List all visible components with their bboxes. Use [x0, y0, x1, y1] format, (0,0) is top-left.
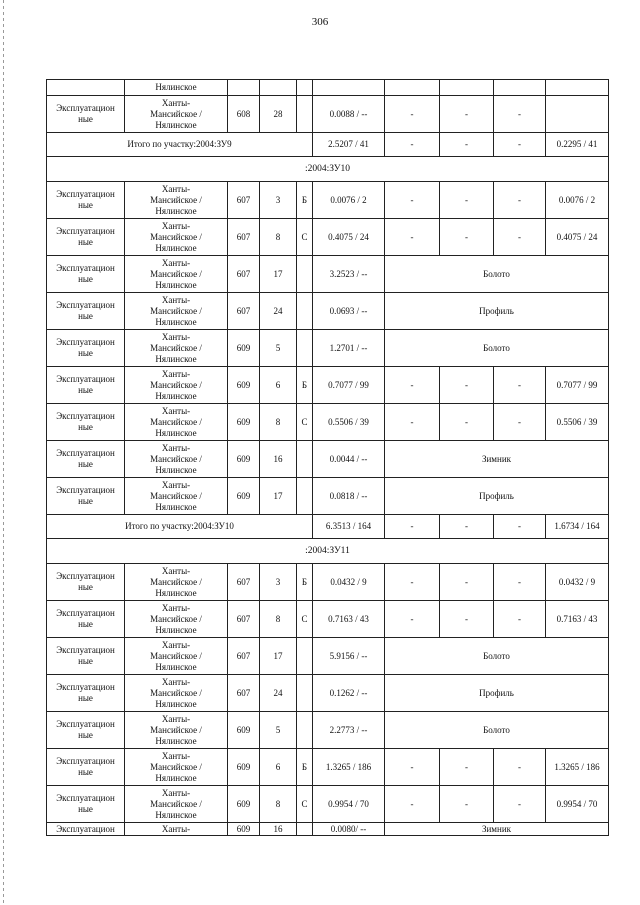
cell-note: Болото	[385, 256, 609, 293]
cell-c2: -	[440, 749, 494, 786]
section-label: :2004:ЗУ10	[47, 157, 609, 182]
cell-last: 0.4075 / 24	[546, 219, 609, 256]
cell-n2: 5	[260, 330, 297, 367]
cell-c2: -	[440, 786, 494, 823]
cell-n2: 17	[260, 638, 297, 675]
table-row	[47, 80, 609, 96]
cell-empty	[440, 80, 494, 96]
cell-note: Профиль	[385, 478, 609, 515]
table-row	[47, 96, 609, 133]
cell-n1: 609	[228, 367, 260, 404]
cell-region: Ханты- Мансийское / Нялинское	[125, 478, 228, 515]
cell-c1: -	[385, 133, 440, 157]
cell-n2: 17	[260, 478, 297, 515]
table-row	[47, 219, 609, 256]
table-row	[47, 478, 609, 515]
cell-area: 5.9156 / --	[313, 638, 385, 675]
cell-cat: С	[297, 601, 313, 638]
cell-cat	[297, 256, 313, 293]
cell-type: Эксплуатацион ные	[47, 786, 125, 823]
cell-empty	[297, 80, 313, 96]
cell-n2: 8	[260, 219, 297, 256]
cell-area: 0.5506 / 39	[313, 404, 385, 441]
cell-n1: 607	[228, 564, 260, 601]
cell-n2: 8	[260, 601, 297, 638]
cell-n1: 609	[228, 478, 260, 515]
cell-type: Эксплуатацион ные	[47, 441, 125, 478]
section-header-row	[47, 157, 609, 182]
cell-c3: -	[494, 786, 546, 823]
cell-c2: -	[440, 515, 494, 539]
cell-c1: -	[385, 786, 440, 823]
table-row	[47, 638, 609, 675]
cell-n2: 8	[260, 786, 297, 823]
table-row	[47, 182, 609, 219]
cell-n1: 607	[228, 601, 260, 638]
cell-note: Зимник	[385, 823, 609, 836]
cell-c1: -	[385, 404, 440, 441]
table-row	[47, 256, 609, 293]
cell-type: Эксплуатацион ные	[47, 219, 125, 256]
cell-c1: -	[385, 515, 440, 539]
cell-type: Эксплуатацион ные	[47, 638, 125, 675]
cell-n1: 607	[228, 638, 260, 675]
cell-last: 0.0432 / 9	[546, 564, 609, 601]
cell-note: Профиль	[385, 293, 609, 330]
cell-empty	[228, 80, 260, 96]
table-row	[47, 786, 609, 823]
cell-n1: 609	[228, 786, 260, 823]
cell-last: 0.5506 / 39	[546, 404, 609, 441]
table-row	[47, 601, 609, 638]
cell-region: Ханты- Мансийское / Нялинское	[125, 293, 228, 330]
table-row	[47, 823, 609, 836]
cell-region: Ханты- Мансийское / Нялинское	[125, 367, 228, 404]
table-row	[47, 330, 609, 367]
cell-last: 0.7077 / 99	[546, 367, 609, 404]
cell-type	[47, 80, 125, 96]
cell-c2: -	[440, 367, 494, 404]
cell-c3: -	[494, 367, 546, 404]
cell-region: Ханты- Мансийское / Нялинское	[125, 404, 228, 441]
cell-n1: 607	[228, 675, 260, 712]
cell-cat: Б	[297, 564, 313, 601]
cell-region: Ханты- Мансийское / Нялинское	[125, 601, 228, 638]
cell-c2: -	[440, 404, 494, 441]
cell-note: Болото	[385, 638, 609, 675]
cell-type: Эксплуатацион ные	[47, 478, 125, 515]
cell-type: Эксплуатацион	[47, 823, 125, 836]
cell-n2: 24	[260, 675, 297, 712]
cell-region: Нялинское	[125, 80, 228, 96]
cell-cat	[297, 293, 313, 330]
cell-c3: -	[494, 404, 546, 441]
cell-c1: -	[385, 749, 440, 786]
cell-n2: 5	[260, 712, 297, 749]
cell-n2: 24	[260, 293, 297, 330]
total-label: Итого по участку:2004:ЗУ10	[47, 515, 313, 539]
cell-c3: -	[494, 96, 546, 133]
total-row	[47, 515, 609, 539]
section-label: :2004:ЗУ11	[47, 539, 609, 564]
page-edge-line	[3, 0, 4, 905]
cell-type: Эксплуатацион ные	[47, 293, 125, 330]
cell-n1: 609	[228, 330, 260, 367]
cell-type: Эксплуатацион ные	[47, 256, 125, 293]
cell-area: 3.2523 / --	[313, 256, 385, 293]
cell-empty	[313, 80, 385, 96]
cell-type: Эксплуатацион ные	[47, 749, 125, 786]
cell-c2: -	[440, 133, 494, 157]
cell-type: Эксплуатацион ные	[47, 601, 125, 638]
cell-type: Эксплуатацион ные	[47, 182, 125, 219]
cell-c3: -	[494, 182, 546, 219]
cell-area: 0.7077 / 99	[313, 367, 385, 404]
cell-empty	[385, 80, 440, 96]
cell-type: Эксплуатацион ные	[47, 564, 125, 601]
cell-c3: -	[494, 219, 546, 256]
cell-area: 1.2701 / --	[313, 330, 385, 367]
cell-last: 1.3265 / 186	[546, 749, 609, 786]
cell-region: Ханты- Мансийское / Нялинское	[125, 749, 228, 786]
section-header-row	[47, 539, 609, 564]
table-row	[47, 404, 609, 441]
cell-region: Ханты- Мансийское / Нялинское	[125, 330, 228, 367]
cell-n2: 16	[260, 823, 297, 836]
cell-c1: -	[385, 367, 440, 404]
cell-cat	[297, 675, 313, 712]
cell-n1: 609	[228, 749, 260, 786]
table-row	[47, 712, 609, 749]
cell-cat: С	[297, 404, 313, 441]
cell-c2: -	[440, 182, 494, 219]
cell-n1: 607	[228, 256, 260, 293]
cell-n1: 607	[228, 293, 260, 330]
cell-type: Эксплуатацион ные	[47, 96, 125, 133]
cell-n2: 3	[260, 564, 297, 601]
table-row	[47, 675, 609, 712]
cell-n2: 8	[260, 404, 297, 441]
cell-region: Ханты- Мансийское / Нялинское	[125, 441, 228, 478]
cell-c1: -	[385, 96, 440, 133]
cell-last: 0.9954 / 70	[546, 786, 609, 823]
cell-n1: 609	[228, 441, 260, 478]
cell-cat	[297, 441, 313, 478]
cell-c3: -	[494, 515, 546, 539]
cell-empty	[546, 80, 609, 96]
cell-type: Эксплуатацион ные	[47, 675, 125, 712]
cell-n2: 6	[260, 749, 297, 786]
cell-c1: -	[385, 564, 440, 601]
cell-cat: Б	[297, 749, 313, 786]
cell-area: 0.0693 / --	[313, 293, 385, 330]
cell-cat: С	[297, 219, 313, 256]
cell-n1: 609	[228, 404, 260, 441]
cell-note: Зимник	[385, 441, 609, 478]
cell-last: 0.2295 / 41	[546, 133, 609, 157]
cell-area: 0.0044 / --	[313, 441, 385, 478]
cell-n2: 16	[260, 441, 297, 478]
cell-n1: 609	[228, 823, 260, 836]
cell-n1: 609	[228, 712, 260, 749]
cell-cat	[297, 96, 313, 133]
cell-last	[546, 96, 609, 133]
cell-c3: -	[494, 601, 546, 638]
cell-note: Профиль	[385, 675, 609, 712]
cell-region: Ханты- Мансийское / Нялинское	[125, 712, 228, 749]
total-row	[47, 133, 609, 157]
cell-type: Эксплуатацион ные	[47, 330, 125, 367]
cell-area: 1.3265 / 186	[313, 749, 385, 786]
cell-region: Ханты- Мансийское / Нялинское	[125, 219, 228, 256]
cell-area: 0.0818 / --	[313, 478, 385, 515]
cell-area: 0.7163 / 43	[313, 601, 385, 638]
cell-c3: -	[494, 749, 546, 786]
cell-n1: 607	[228, 182, 260, 219]
cell-empty	[494, 80, 546, 96]
cell-cat: Б	[297, 367, 313, 404]
cell-region: Ханты- Мансийское / Нялинское	[125, 675, 228, 712]
cell-empty	[260, 80, 297, 96]
cell-c1: -	[385, 219, 440, 256]
cell-c3: -	[494, 564, 546, 601]
cell-area: 0.0076 / 2	[313, 182, 385, 219]
cell-last: 0.0076 / 2	[546, 182, 609, 219]
page-number: 306	[311, 16, 329, 28]
cell-region: Ханты- Мансийское / Нялинское	[125, 256, 228, 293]
land-plots-table	[46, 79, 609, 836]
cell-n2: 17	[260, 256, 297, 293]
cell-c1: -	[385, 182, 440, 219]
cell-area: 0.1262 / --	[313, 675, 385, 712]
total-label: Итого по участку:2004:ЗУ9	[47, 133, 313, 157]
cell-cat: Б	[297, 182, 313, 219]
cell-c2: -	[440, 601, 494, 638]
cell-note: Болото	[385, 712, 609, 749]
cell-region: Ханты- Мансийское / Нялинское	[125, 182, 228, 219]
cell-area: 0.0080/ --	[313, 823, 385, 836]
cell-area: 0.0432 / 9	[313, 564, 385, 601]
cell-n1: 608	[228, 96, 260, 133]
cell-area: 0.0088 / --	[313, 96, 385, 133]
cell-region: Ханты- Мансийское / Нялинское	[125, 638, 228, 675]
cell-area: 0.9954 / 70	[313, 786, 385, 823]
cell-n2: 3	[260, 182, 297, 219]
cell-region: Ханты- Мансийское / Нялинское	[125, 786, 228, 823]
cell-area: 0.4075 / 24	[313, 219, 385, 256]
cell-c1: -	[385, 601, 440, 638]
cell-c2: -	[440, 96, 494, 133]
cell-type: Эксплуатацион ные	[47, 367, 125, 404]
table-row	[47, 749, 609, 786]
cell-type: Эксплуатацион ные	[47, 712, 125, 749]
cell-region: Ханты- Мансийское / Нялинское	[125, 96, 228, 133]
cell-region: Ханты-	[125, 823, 228, 836]
cell-note: Болото	[385, 330, 609, 367]
cell-last: 0.7163 / 43	[546, 601, 609, 638]
cell-c2: -	[440, 564, 494, 601]
cell-last: 1.6734 / 164	[546, 515, 609, 539]
cell-cat	[297, 823, 313, 836]
cell-cat	[297, 638, 313, 675]
table-row	[47, 293, 609, 330]
cell-area: 2.5207 / 41	[313, 133, 385, 157]
cell-cat: С	[297, 786, 313, 823]
cell-n2: 28	[260, 96, 297, 133]
cell-cat	[297, 712, 313, 749]
table-row	[47, 564, 609, 601]
cell-type: Эксплуатацион ные	[47, 404, 125, 441]
cell-area: 2.2773 / --	[313, 712, 385, 749]
cell-n1: 607	[228, 219, 260, 256]
cell-n2: 6	[260, 367, 297, 404]
cell-cat	[297, 330, 313, 367]
cell-area: 6.3513 / 164	[313, 515, 385, 539]
table-row	[47, 367, 609, 404]
cell-cat	[297, 478, 313, 515]
cell-c3: -	[494, 133, 546, 157]
table-row	[47, 441, 609, 478]
cell-region: Ханты- Мансийское / Нялинское	[125, 564, 228, 601]
cell-c2: -	[440, 219, 494, 256]
